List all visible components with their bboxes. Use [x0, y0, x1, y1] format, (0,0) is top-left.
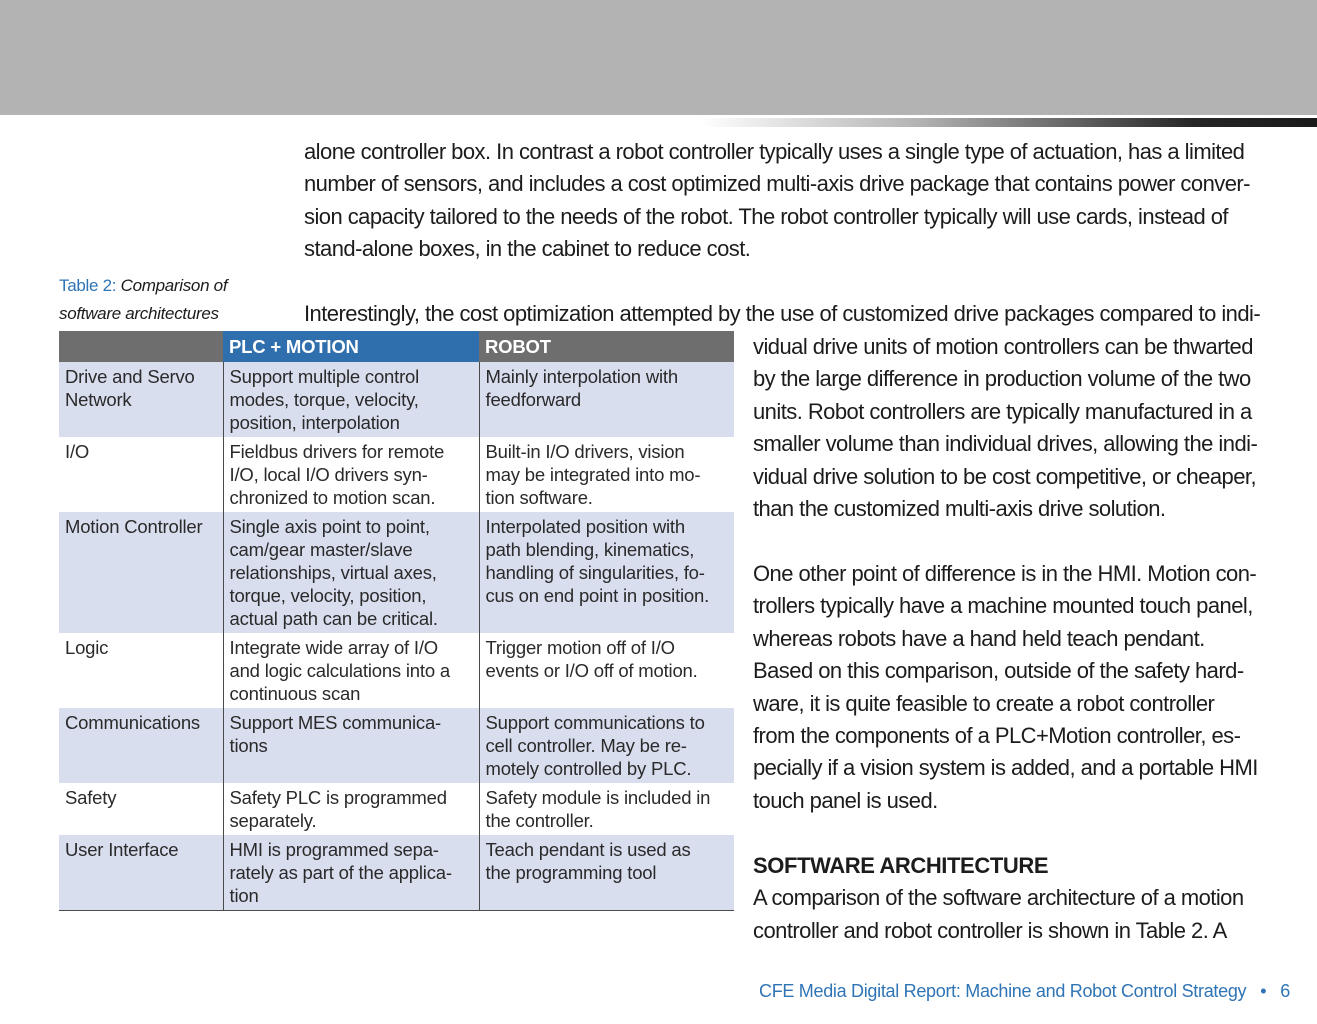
text-line: by the large difference in production volume of the two: [753, 366, 1251, 392]
text-line: A comparison of the software architecture of a motion: [753, 885, 1244, 911]
cell-line: User Interface: [65, 839, 179, 860]
text-line: sion capacity tailored to the needs of the robot. The robot controller typically will use cards, instead of: [304, 203, 1228, 229]
header-cell-category: [59, 331, 223, 362]
cell-line: Logic: [65, 637, 109, 658]
cell-line: cell controller. May be re-: [485, 735, 687, 756]
header-band: [0, 0, 1317, 115]
category-cell: [59, 512, 223, 633]
cell-line: Communications: [65, 712, 200, 733]
text-line: than the customized multi-axis drive solution.: [753, 496, 1166, 522]
plc-motion-cell: [223, 633, 479, 708]
cell-line: tions: [229, 735, 268, 756]
cell-line: Teach pendant is used as: [485, 839, 691, 860]
text-line: whereas robots have a hand held teach pendant.: [753, 625, 1205, 651]
table-row: [59, 708, 734, 783]
section-heading: SOFTWARE ARCHITECTURE: [753, 853, 1049, 878]
cell-line: Interpolated position with: [485, 516, 685, 537]
caption-title: software architectures: [59, 304, 219, 323]
cell-line: Motion Controller: [65, 516, 203, 537]
robot-cell: [479, 708, 734, 783]
cell-line: motely controlled by PLC.: [485, 758, 692, 779]
comparison-table: [59, 331, 734, 911]
bullet-separator: •: [1260, 981, 1267, 1001]
cell-line: Support communications to: [485, 712, 705, 733]
cell-line: Built-in I/O drivers, vision: [485, 441, 685, 462]
category-cell: [59, 783, 223, 835]
table-row: [59, 437, 734, 512]
cell-line: handling of singularities, fo-: [485, 562, 705, 583]
cell-line: continuous scan: [229, 683, 361, 704]
text-line: vidual drive solution to be cost competitive, or cheaper,: [753, 463, 1257, 489]
table-row: [59, 512, 734, 633]
text-line: vidual drive units of motion controllers can be thwarted: [753, 334, 1253, 359]
cell-line: events or I/O off of motion.: [485, 660, 698, 681]
cell-line: modes, torque, velocity,: [229, 389, 419, 410]
cell-line: feedforward: [485, 389, 581, 410]
cell-line: I/O: [65, 441, 90, 462]
text-line: alone controller box. In contrast a robot controller typically uses a single type of actuation, has a limited: [304, 139, 1245, 164]
cell-line: may be integrated into mo-: [485, 464, 701, 485]
cell-line: relationships, virtual axes,: [229, 562, 437, 583]
text-line: from the components of a PLC+Motion controller, es-: [753, 723, 1241, 749]
robot-cell: [479, 835, 734, 911]
robot-cell: [479, 437, 734, 512]
category-cell: [59, 362, 223, 437]
cell-line: Drive and Servo: [65, 366, 195, 387]
cell-line: chronized to motion scan.: [229, 487, 436, 508]
caption-title: Comparison of: [120, 276, 228, 295]
cell-line: position, interpolation: [229, 412, 400, 433]
cell-line: path blending, kinematics,: [485, 539, 695, 560]
text-line: Based on this comparison, outside of the safety hard-: [753, 658, 1244, 684]
cell-line: rately as part of the applica-: [229, 862, 452, 883]
report-title: CFE Media Digital Report: Machine and Robot Control Strategy: [759, 981, 1247, 1001]
cell-line: Support MES communica-: [229, 712, 442, 733]
plc-motion-cell: [223, 437, 479, 512]
text-line: touch panel is used.: [753, 787, 938, 813]
cell-line: Safety PLC is programmed: [229, 787, 447, 808]
cell-line: cus on end point in position.: [485, 585, 710, 606]
cell-line: actual path can be critical.: [229, 608, 438, 629]
cell-line: Support multiple control: [229, 366, 420, 387]
plc-motion-cell: [223, 835, 479, 911]
header-cell-robot: ROBOT: [479, 331, 734, 362]
table-caption: [59, 272, 227, 328]
cell-line: I/O, local I/O drivers syn-: [229, 464, 428, 485]
text-line: units. Robot controllers are typically manufactured in a: [753, 398, 1252, 424]
cell-line: Fieldbus drivers for remote: [229, 441, 445, 462]
intro-paragraph: [304, 136, 1250, 266]
cell-line: cam/gear master/slave: [229, 539, 413, 560]
cell-line: torque, velocity, position,: [229, 585, 427, 606]
plc-motion-cell: [223, 783, 479, 835]
cell-line: tion: [229, 885, 259, 906]
table-row: [59, 362, 734, 437]
text-line: number of sensors, and includes a cost optimized multi-axis drive package that contains power conver-: [304, 171, 1250, 197]
table-header-row: [59, 331, 734, 362]
cell-line: tion software.: [485, 487, 593, 508]
table-row: [59, 835, 734, 911]
cell-line: HMI is programmed sepa-: [229, 839, 439, 860]
robot-cell: [479, 783, 734, 835]
text-line: smaller volume than individual drives, allowing the indi-: [753, 431, 1258, 457]
robot-cell: [479, 633, 734, 708]
text-line: ware, it is quite feasible to create a robot controller: [753, 690, 1215, 716]
category-cell: [59, 633, 223, 708]
category-cell: [59, 708, 223, 783]
caption-label: Table 2:: [59, 276, 117, 295]
hmi-paragraph: [753, 558, 1258, 817]
cell-line: Integrate wide array of I/O: [229, 637, 438, 658]
plc-motion-cell: [223, 362, 479, 437]
cell-line: Mainly interpolation with: [485, 366, 678, 387]
cell-line: Safety module is included in: [485, 787, 711, 808]
cell-line: Single axis point to point,: [229, 516, 430, 537]
header-cell-plc-motion: PLC + MOTION: [223, 331, 479, 362]
software-architecture-section: [753, 850, 1244, 947]
cell-line: Safety: [65, 787, 117, 808]
text-line: One other point of difference is in the HMI. Motion con-: [753, 561, 1257, 586]
text-line: trollers typically have a machine mounted touch panel,: [753, 593, 1253, 619]
cell-line: the controller.: [485, 810, 594, 831]
cell-line: and logic calculations into a: [229, 660, 450, 681]
robot-cell: [479, 362, 734, 437]
category-cell: [59, 437, 223, 512]
plc-motion-cell: [223, 512, 479, 633]
text-line: controller and robot controller is shown in Table 2. A: [753, 917, 1227, 943]
cell-line: the programming tool: [485, 862, 657, 883]
interest-paragraph-first-line: [304, 298, 1260, 330]
page-number: 6: [1280, 981, 1290, 1001]
page-footer: [759, 978, 1290, 1004]
cell-line: Network: [65, 389, 132, 410]
text-line: stand-alone boxes, in the cabinet to reduce cost.: [304, 236, 751, 262]
table-row: [59, 783, 734, 835]
cell-line: Trigger motion off of I/O: [485, 637, 675, 658]
table-row: [59, 633, 734, 708]
text-line: Interestingly, the cost optimization attempted by the use of customized drive packages compared to indi-: [304, 301, 1261, 326]
header-rule: [700, 118, 1317, 127]
text-line: pecially if a vision system is added, and a portable HMI: [753, 755, 1258, 781]
robot-cell: [479, 512, 734, 633]
interest-paragraph-continued: [753, 331, 1257, 525]
category-cell: [59, 835, 223, 911]
plc-motion-cell: [223, 708, 479, 783]
cell-line: separately.: [229, 810, 317, 831]
